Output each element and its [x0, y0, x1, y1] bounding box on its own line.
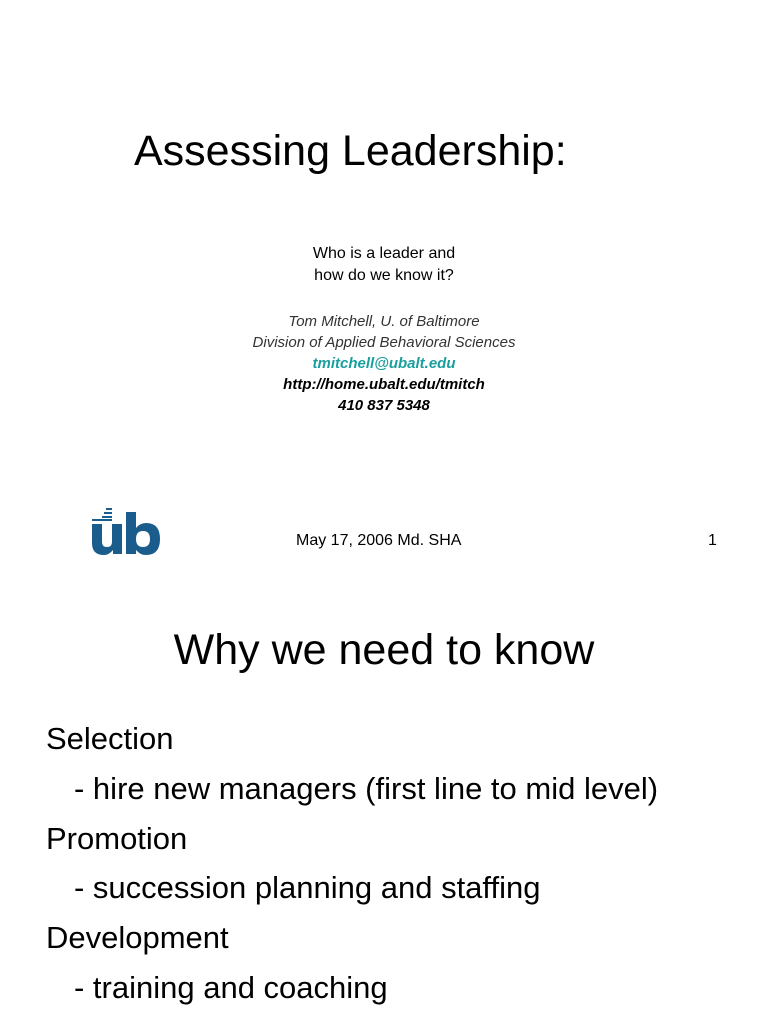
author-name: Tom Mitchell, U. of Baltimore: [288, 313, 480, 330]
slide-title: Assessing Leadership:: [134, 127, 567, 175]
slide-2: [0, 580, 768, 1024]
list-item: - training and coaching: [74, 969, 388, 1005]
subtitle-line-2: how do we know it?: [314, 267, 454, 284]
author-info: [0, 311, 768, 416]
author-division: Division of Applied Behavioral Sciences: [252, 334, 516, 351]
list-item: Development: [46, 920, 229, 956]
bullet-list: [46, 714, 658, 1013]
slide-title: Why we need to know: [173, 626, 595, 674]
slide-subtitle: [0, 243, 768, 287]
list-item: - succession planning and staffing: [74, 870, 541, 906]
list-item: Selection: [46, 721, 174, 756]
subtitle-line-1: Who is a leader and: [312, 245, 456, 262]
list-item: Promotion: [46, 820, 188, 856]
author-email[interactable]: tmitchell@ubalt.edu: [312, 355, 456, 372]
slide-footer: May 17, 2006 Md. SHA: [296, 532, 462, 549]
list-item: - hire new managers (first line to mid level): [74, 770, 659, 806]
author-phone: 410 837 5348: [338, 397, 430, 414]
page-number: 1: [708, 532, 717, 549]
ub-logo-icon: [92, 508, 160, 556]
author-website[interactable]: http://home.ubalt.edu/tmitch: [283, 376, 485, 393]
